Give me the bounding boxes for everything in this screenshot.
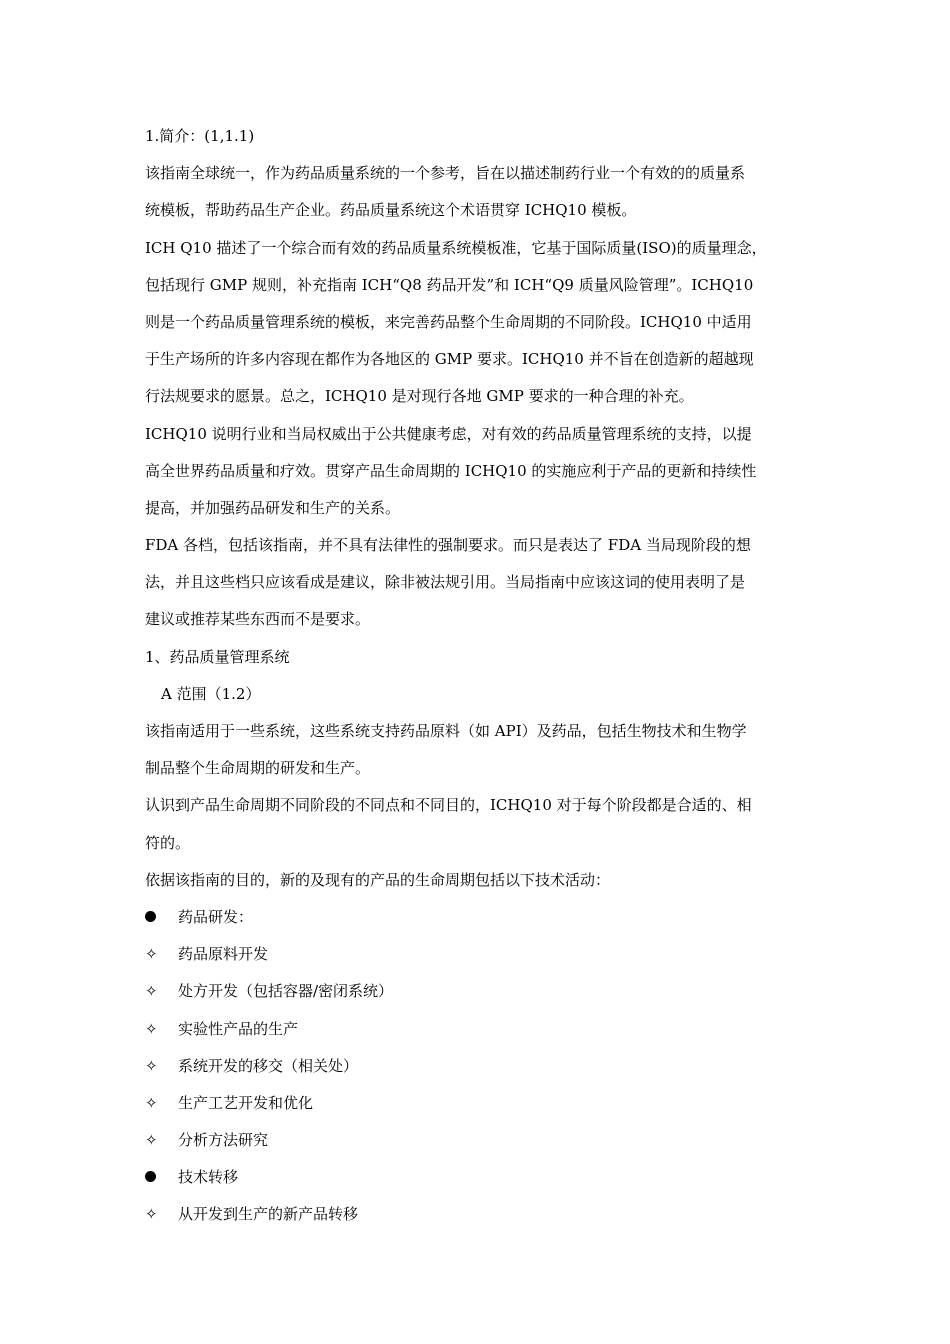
- list-item-text: 处方开发（包括容器/密闭系统）: [178, 982, 394, 1001]
- list-item-text: 药品原料开发: [178, 945, 269, 964]
- list-item: [145, 1159, 810, 1196]
- paragraph-line: 符的。: [145, 833, 191, 852]
- list-item: [145, 1122, 810, 1159]
- diamond-bullet-icon: ✧: [145, 945, 158, 964]
- section-heading-intro: 1.简介：(1,1.1): [145, 127, 255, 145]
- paragraph-line: ICHQ10 说明行业和当局权威出于公共健康考虑，对有效的药品质量管理系统的支持，以提: [145, 424, 752, 443]
- list-item: [145, 1196, 810, 1233]
- paragraph-line: 则是一个药品质量管理系统的模板，来完善药品整个生命周期的不同阶段。ICHQ10 中适用: [145, 312, 752, 331]
- list-item-text: 分析方法研究: [178, 1131, 269, 1150]
- diamond-bullet-icon: ✧: [145, 1205, 158, 1224]
- paragraph-line: 于生产场所的许多内容现在都作为各地区的 GMP 要求。ICHQ10 并不旨在创造新的超越现: [145, 350, 754, 369]
- paragraph-line: 建议或推荐某些东西而不是要求。: [145, 610, 371, 629]
- paragraph-line: 高全世界药品质量和疗效。贯穿产品生命周期的 ICHQ10 的实施应利于产品的更新和持续性: [145, 461, 757, 480]
- list-item: [145, 899, 810, 936]
- list-item-text: 从开发到生产的新产品转移: [178, 1205, 359, 1224]
- list-item: [145, 973, 810, 1010]
- paragraph-line: FDA 各档，包括该指南，并不具有法律性的强制要求。而只是表达了 FDA 当局现阶段的想: [145, 536, 751, 555]
- paragraph-line: 法，并且这些档只应该看成是建议，除非被法规引用。当局指南中应该这词的使用表明了是: [145, 573, 746, 592]
- paragraph-line: 提高，并加强药品研发和生产的关系。: [145, 498, 401, 517]
- paragraph-line: 包括现行 GMP 规则，补充指南 ICH“Q8 药品开发”和 ICH“Q9 质量风险管理”。ICHQ10: [145, 275, 754, 294]
- diamond-bullet-icon: ✧: [145, 1056, 158, 1075]
- list-item: [145, 1085, 810, 1122]
- paragraph-line: ICH Q10 描述了一个综合而有效的药品质量系统模板准，它基于国际质量(ISO)的质量理念，: [145, 238, 767, 257]
- list-item: [145, 1048, 810, 1085]
- bullet-dot-icon: [145, 899, 178, 936]
- document-page: [145, 118, 810, 1234]
- list-item: [145, 936, 810, 973]
- diamond-bullet-icon: ✧: [145, 1019, 158, 1038]
- paragraph-line: 该指南全球统一，作为药品质量系统的一个参考，旨在以描述制药行业一个有效的的质量系: [145, 164, 746, 183]
- subsection-heading-scope: A 范围（1.2）: [161, 684, 261, 703]
- paragraph-line: 行法规要求的愿景。总之，ICHQ10 是对现行各地 GMP 要求的一种合理的补充。: [145, 387, 694, 406]
- list-item-text: 生产工艺开发和优化: [178, 1093, 314, 1112]
- bullet-dot-icon: [145, 1159, 178, 1196]
- paragraph-line: 依据该指南的目的，新的及现有的产品的生命周期包括以下技术活动：: [145, 870, 611, 889]
- diamond-bullet-icon: ✧: [145, 1093, 158, 1112]
- diamond-bullet-icon: ✧: [145, 982, 158, 1001]
- list-item-text: 药品研发：: [178, 907, 254, 926]
- section-heading-qms: 1、药品质量管理系统: [145, 647, 290, 666]
- paragraph-line: 统模板，帮助药品生产企业。药品质量系统这个术语贯穿 ICHQ10 模板。: [145, 201, 637, 220]
- list-item-text: 系统开发的移交（相关处）: [178, 1056, 359, 1075]
- list-item-text: 实验性产品的生产: [178, 1019, 299, 1038]
- paragraph-line: 该指南适用于一些系统，这些系统支持药品原料（如 API）及药品，包括生物技术和生物学: [145, 722, 747, 740]
- paragraph-line: 制品整个生命周期的研发和生产。: [145, 759, 371, 778]
- diamond-bullet-icon: ✧: [145, 1131, 158, 1150]
- list-item: [145, 1011, 810, 1048]
- list-item-text: 技术转移: [178, 1168, 239, 1187]
- paragraph-line: 认识到产品生命周期不同阶段的不同点和不同目的，ICHQ10 对于每个阶段都是合适的、相: [145, 796, 752, 815]
